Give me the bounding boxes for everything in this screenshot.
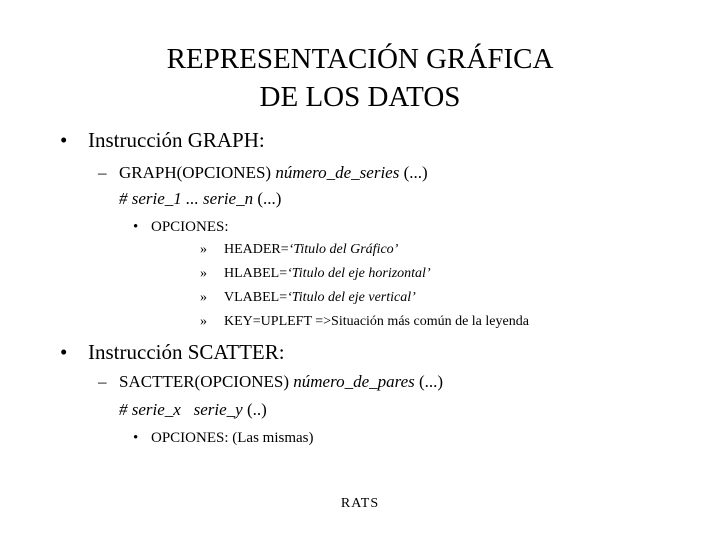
- slide-title-line-1: REPRESENTACIÓN GRÁFICA: [166, 43, 554, 75]
- dash-graph-syntax: –: [98, 163, 107, 182]
- scatter-syntax-ellipsis: (...): [414, 372, 444, 391]
- slide-title-line-2: DE LOS DATOS: [259, 81, 461, 113]
- graph-syntax-series-ellipsis: (...): [253, 189, 282, 208]
- bullet-graph: •: [60, 128, 68, 152]
- option-vlabel: [224, 289, 416, 307]
- bullet-graph-options: •: [133, 219, 139, 235]
- slide-footer: RATS: [340, 496, 380, 511]
- graph-syntax-series: # serie_1 ... serie_n: [119, 189, 254, 208]
- scatter-heading: Instrucción SCATTER:: [88, 340, 285, 364]
- bullet-scatter-options: •: [133, 430, 139, 446]
- graph-syntax-line-1: [119, 162, 428, 184]
- option-hlabel-key: HLABEL=: [224, 266, 288, 281]
- scatter-syntax-line-2: [119, 399, 267, 421]
- graph-heading: Instrucción GRAPH:: [88, 128, 265, 152]
- scatter-syntax-series-ellipsis: (..): [242, 400, 267, 419]
- option-hlabel: [224, 265, 431, 283]
- option-key: [224, 313, 529, 331]
- graph-options-label: OPCIONES:: [151, 219, 229, 235]
- option-header-key: HEADER=: [224, 242, 289, 257]
- option-marker: »: [200, 266, 207, 281]
- option-hlabel-value: ‘Titulo del eje horizontal’: [287, 266, 431, 281]
- scatter-syntax-arg: número_de_pares: [293, 372, 415, 391]
- scatter-syntax-command: SACTTER(OPCIONES): [119, 372, 294, 391]
- dash-scatter-syntax: –: [98, 372, 107, 391]
- option-key-text: KEY=UPLEFT =>Situación más común de la leyenda: [224, 314, 529, 329]
- scatter-syntax-series: # serie_x serie_y: [119, 400, 243, 419]
- scatter-options-label: OPCIONES: (Las mismas): [151, 430, 314, 446]
- bullet-scatter: •: [60, 340, 68, 364]
- option-marker: »: [200, 242, 207, 257]
- graph-syntax-command: GRAPH(OPCIONES): [119, 163, 276, 182]
- option-marker: »: [200, 314, 207, 329]
- graph-syntax-ellipsis: (...): [399, 163, 428, 182]
- scatter-syntax-line-1: [119, 371, 443, 393]
- option-header: [224, 241, 398, 259]
- option-vlabel-value: ‘Titulo del eje vertical’: [287, 290, 416, 305]
- graph-syntax-arg: número_de_series: [275, 163, 400, 182]
- graph-syntax-line-2: [119, 188, 281, 210]
- option-marker: »: [200, 290, 207, 305]
- option-vlabel-key: VLABEL=: [224, 290, 288, 305]
- option-header-value: ‘Titulo del Gráfico’: [288, 242, 399, 257]
